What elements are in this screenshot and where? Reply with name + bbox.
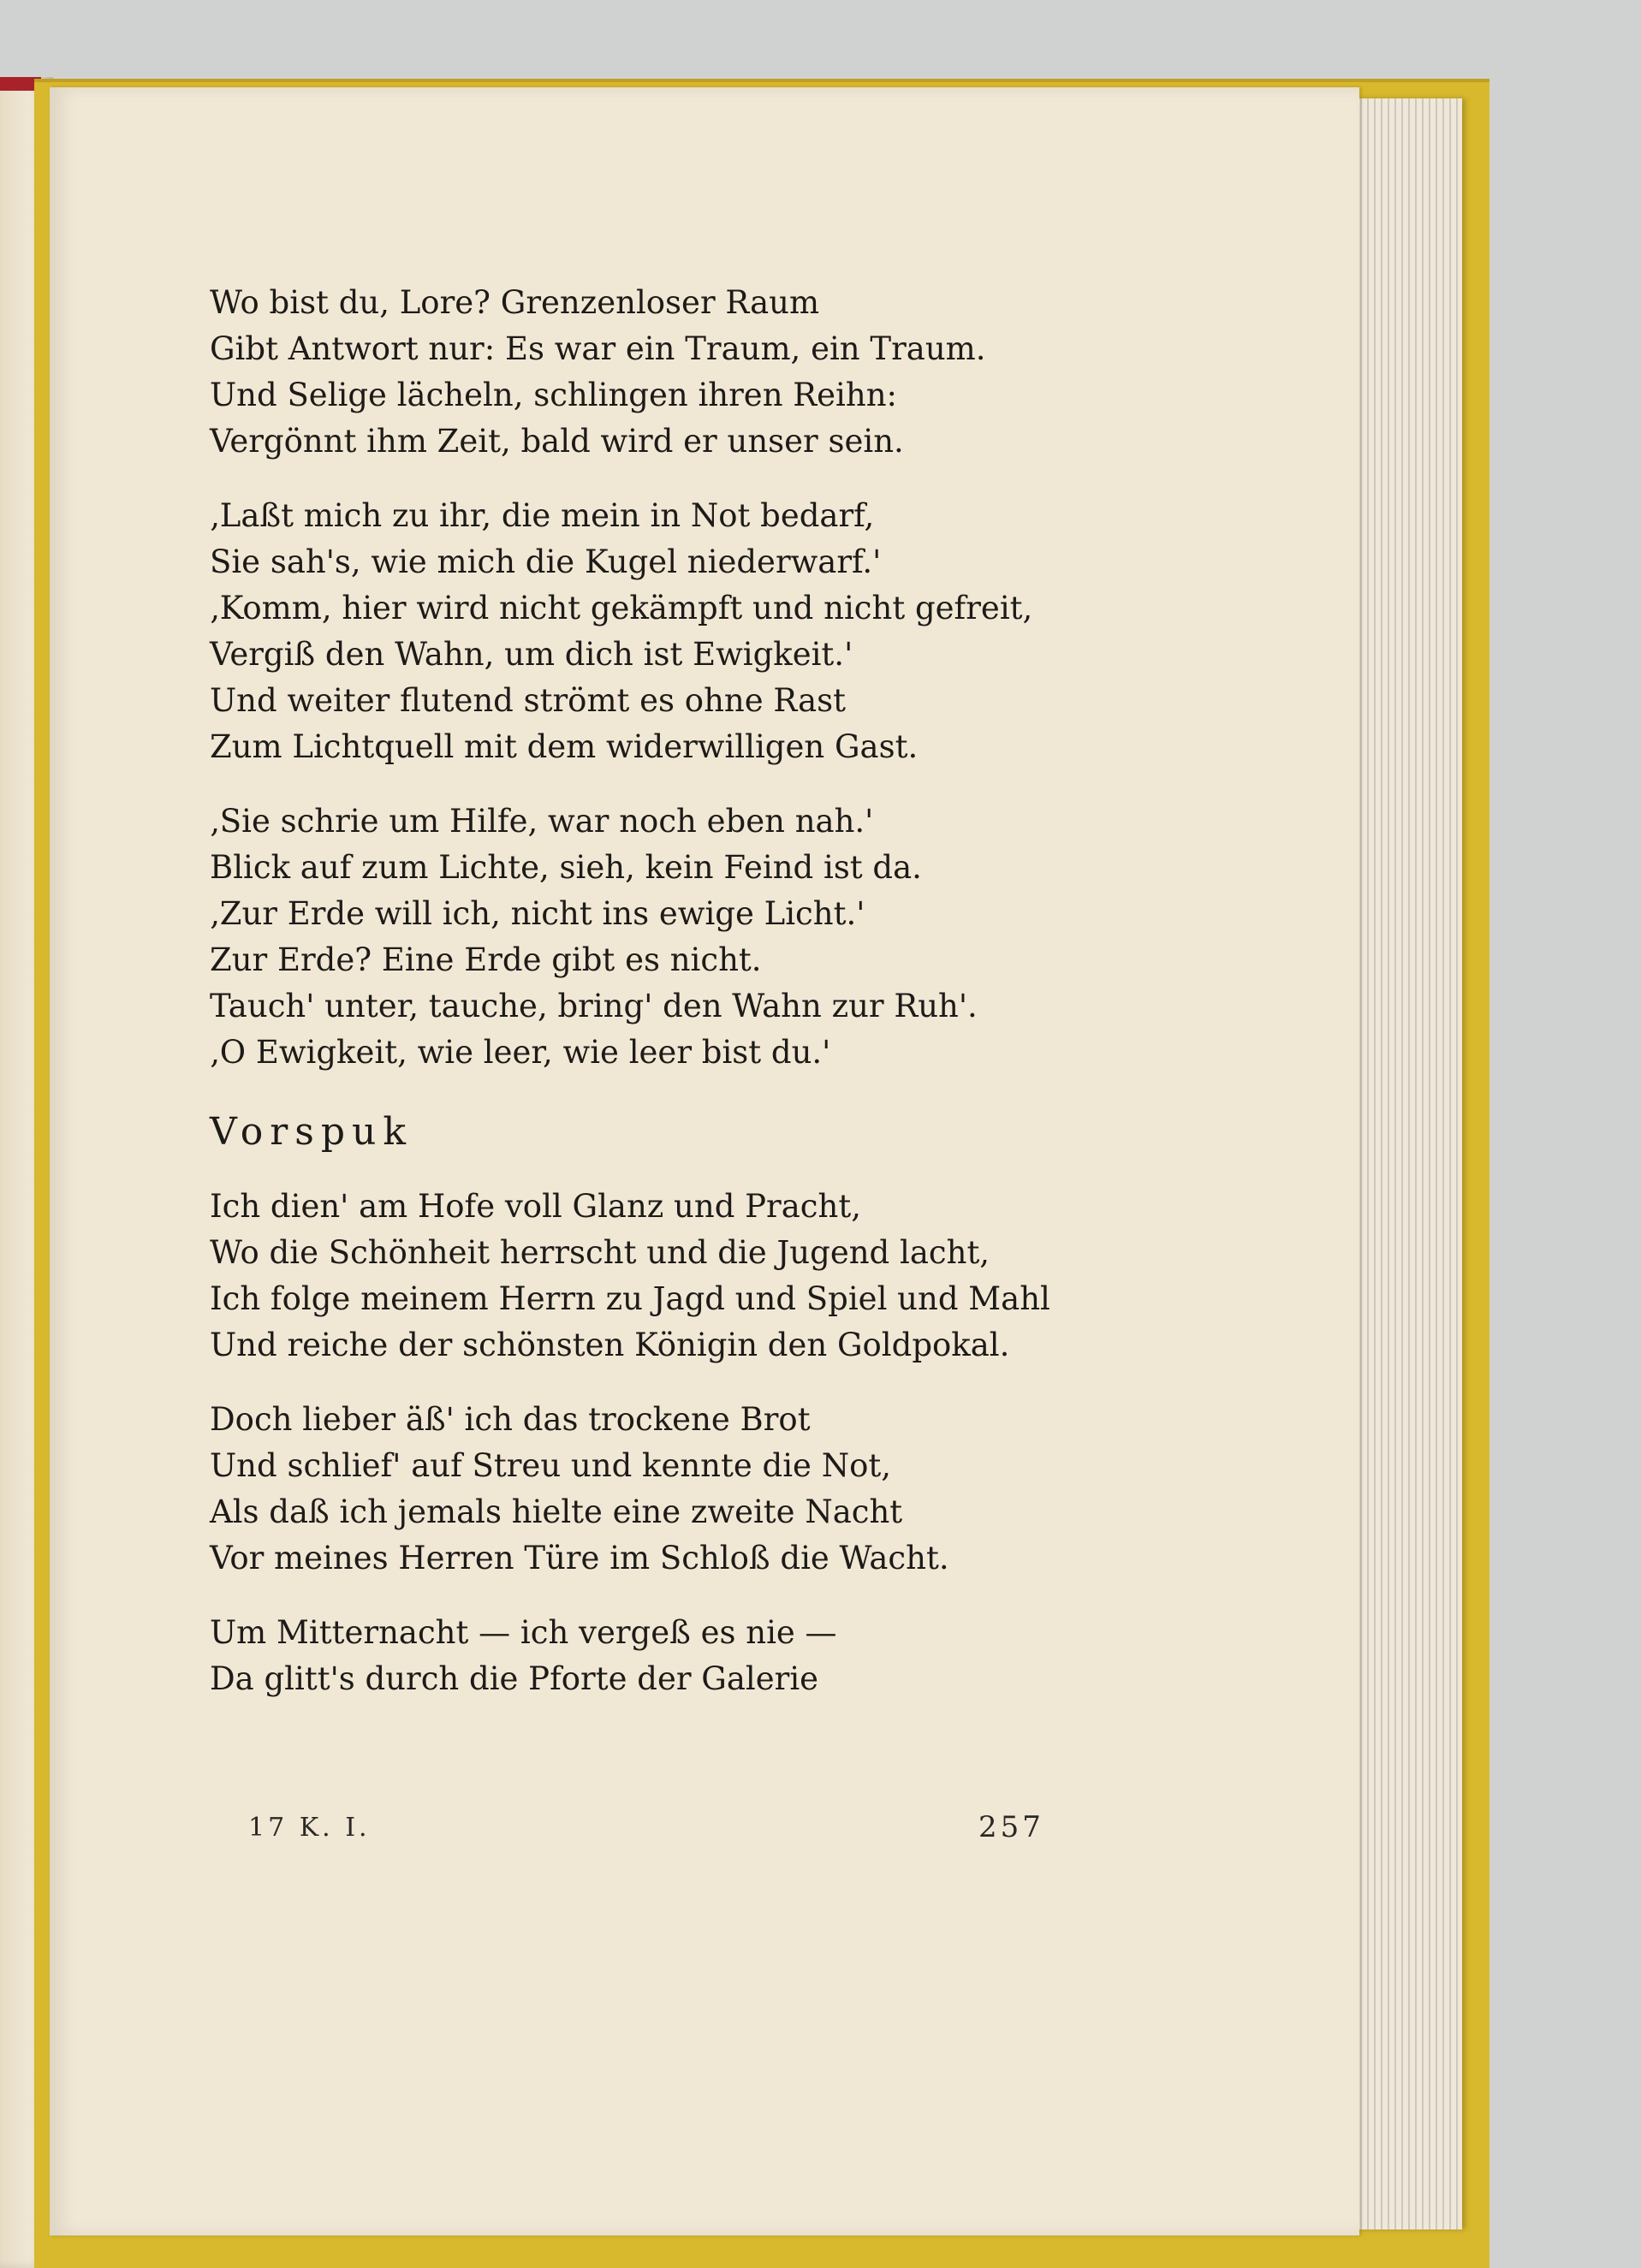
poem-line: Um Mitternacht — ich vergeß es nie — <box>210 1614 837 1651</box>
stanza-2 <box>210 493 1066 770</box>
stanza-5 <box>210 1397 1066 1582</box>
poem-line: Vergönnt ihm Zeit, bald wird er unser sein. <box>210 423 904 460</box>
poem-line: Und Selige lächeln, schlingen ihren Reihn: <box>210 377 897 413</box>
poem-line: Und reiche der schönsten Königin den Goldpokal. <box>210 1327 1010 1363</box>
poem-line: Gibt Antwort nur: Es war ein Traum, ein Traum. <box>210 330 986 367</box>
poem-line: ‚Zur Erde will ich, nicht ins ewige Licht.' <box>210 895 865 932</box>
poem-text <box>210 280 1066 1731</box>
page-number: 257 <box>978 1810 1044 1844</box>
poem-line: Blick auf zum Lichte, sieh, kein Feind ist da. <box>210 849 922 886</box>
poem-line: Als daß ich jemals hielte eine zweite Nacht <box>210 1493 903 1530</box>
poem-line: Wo die Schönheit herrscht und die Jugend lacht, <box>210 1234 990 1271</box>
poem-line: Ich dien' am Hofe voll Glanz und Pracht, <box>210 1188 861 1225</box>
stanza-3 <box>210 799 1066 1076</box>
poem-line: ‚Laßt mich zu ihr, die mein in Not bedarf, <box>210 497 875 534</box>
stanza-4 <box>210 1184 1066 1369</box>
poem-line: Zum Lichtquell mit dem widerwilligen Gast. <box>210 728 919 765</box>
stanza-1 <box>210 280 1066 465</box>
printer-signature: 17 K. I. <box>248 1813 371 1843</box>
stanza-6 <box>210 1610 1066 1702</box>
poem-line: Tauch' unter, tauche, bring' den Wahn zur Ruh'. <box>210 988 978 1024</box>
poem-line: ‚Komm, hier wird nicht gekämpft und nicht gefreit, <box>210 590 1033 626</box>
poem-line: Und weiter flutend strömt es ohne Rast <box>210 682 847 719</box>
poem-line: Und schlief' auf Streu und kennte die Not, <box>210 1447 891 1484</box>
poem-line: Zur Erde? Eine Erde gibt es nicht. <box>210 941 762 978</box>
poem-line: Wo bist du, Lore? Grenzenloser Raum <box>210 284 820 321</box>
poem-heading: Vorspuk <box>210 1110 413 1154</box>
poem-line: ‚Sie schrie um Hilfe, war noch eben nah.' <box>210 803 874 840</box>
poem-line: ‚O Ewigkeit, wie leer, wie leer bist du.' <box>210 1034 831 1071</box>
poem-line: Vor meines Herren Türe im Schloß die Wacht. <box>210 1540 949 1576</box>
page-edges <box>1355 98 1462 2229</box>
poem-line: Ich folge meinem Herrn zu Jagd und Spiel und Mahl <box>210 1280 1050 1317</box>
poem-line: Da glitt's durch die Pforte der Galerie <box>210 1660 819 1697</box>
poem-line: Vergiß den Wahn, um dich ist Ewigkeit.' <box>210 636 853 673</box>
poem-line: Sie sah's, wie mich die Kugel niederwarf.' <box>210 543 882 580</box>
poem-line: Doch lieber äß' ich das trockene Brot <box>210 1401 811 1438</box>
